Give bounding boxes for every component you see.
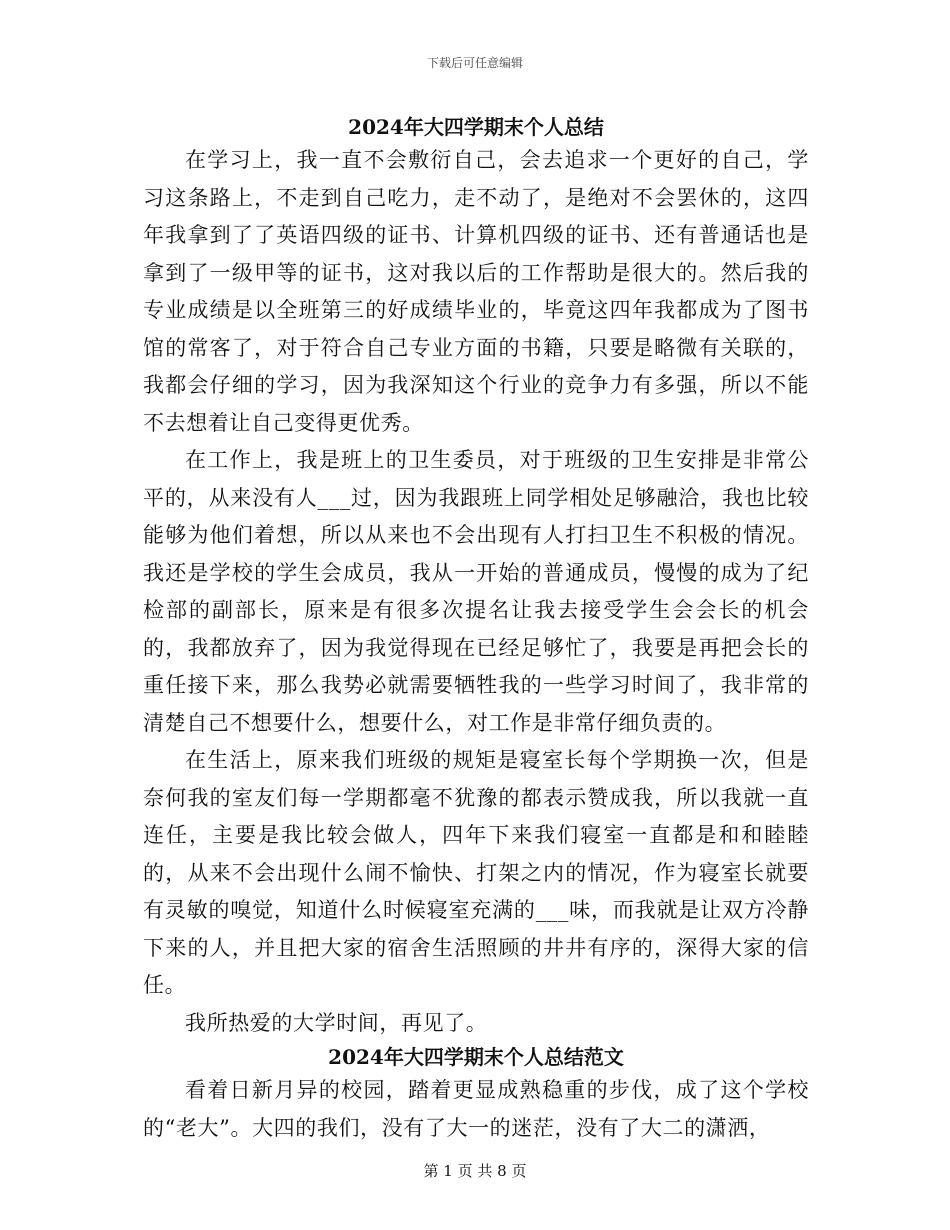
document-body <box>143 112 809 1147</box>
paragraph-study: 在学习上，我一直不会敷衍自己，会去追求一个更好的自己，学习这条路上，不走到自己吃力，走不动了，是绝对不会罢休的，这四年我拿到了了英语四级的证书、计算机四级的证书、还有普通话也是拿到了一级甲等的证书，这对我以后的工作帮助是很大的。然后我的专业成绩是以全班第三的好成绩毕业的，毕竟这四年我都成为了图书馆的常客了，对于符合自己专业方面的书籍，只要是略微有关联的，我都会仔细的学习，因为我深知这个行业的竞争力有多强，所以不能不去想着让自己变得更优秀。 <box>143 148 809 435</box>
paragraph-sample-intro: 看着日新月异的校园，踏着更显成熟稳重的步伐，成了这个学校的“老大”。大四的我们，没有了大一的迷茫，没有了大二的潇洒， <box>143 1078 809 1140</box>
page-footer: 第 1 页 共 8 页 <box>423 1162 527 1180</box>
document-title: 2024年大四学期末个人总结 <box>348 115 604 139</box>
section-title: 2024年大四学期末个人总结范文 <box>328 1045 624 1069</box>
paragraph-farewell: 我所热爱的大学时间，再见了。 <box>185 1010 488 1035</box>
page-header-note: 下载后可任意编辑 <box>426 56 523 70</box>
paragraph-life: 在生活上，原来我们班级的规矩是寝室长每个学期换一次，但是奈何我的室友们每一学期都毫不犹豫的都表示赞成我，所以我就一直连任，主要是我比较会做人，四年下来我们寝室一直都是和和睦睦的，从来不会出现什么闹不愉快、打架之内的情况，作为寝室长就要有灵敏的嗅觉，知道什么时候寝室充满的___味，而我就是让双方冷静下来的人，并且把大家的宿舍生活照顾的井井有序的，深得大家的信任。 <box>143 748 809 997</box>
paragraph-work: 在工作上，我是班上的卫生委员，对于班级的卫生安排是非常公平的，从来没有人___过，因为我跟班上同学相处足够融洽，我也比较能够为他们着想，所以从来也不会出现有人打扫卫生不积极的情况。我还是学校的学生会成员，我从一开始的普通成员，慢慢的成为了纪检部的副部长，原来是有很多次提名让我去接受学生会会长的机会的，我都放弃了，因为我觉得现在已经足够忙了，我要是再把会长的重任接下来，那么我势必就需要牺牲我的一些学习时间了，我非常的清楚自己不想要什么，想要什么，对工作是非常仔细负责的。 <box>143 448 809 735</box>
